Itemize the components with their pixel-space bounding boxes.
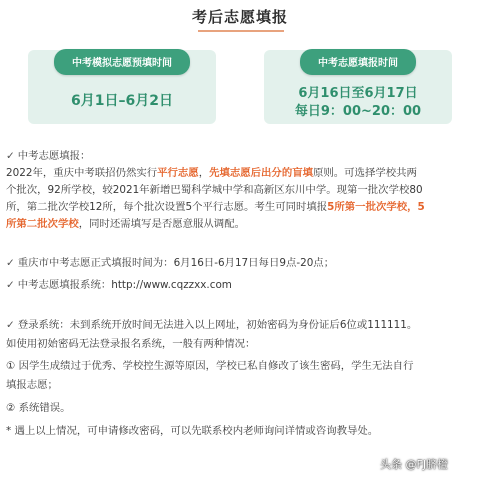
text-span: 所，第二批次学校12所，每个批次设置5个平行志愿。考生可同时填报 <box>6 201 328 213</box>
text-span: ， <box>198 167 210 179</box>
official-fill-time-label: 中考志愿填报时间 <box>300 49 416 75</box>
highlight-schools-2: 所第二批次学校 <box>6 218 79 230</box>
highlight-schools-1: 5所第一批次学校，5 <box>327 201 425 213</box>
section1-paragraph-line4 <box>6 216 474 233</box>
page-title: 考后志愿填报 <box>191 8 288 26</box>
note-line: * 遇上以上情况，可申请修改密码，可以先联系校内老师询问详情或咨询教导处。 <box>6 425 379 437</box>
case-2-line: ② 系统错误。 <box>6 402 71 414</box>
section1-paragraph-line1 <box>6 165 474 182</box>
official-time-text: 重庆市中考志愿正式填报时间为：6月16日-6月17日每日9点-20点； <box>17 257 335 269</box>
section1-heading: 中考志愿填报： <box>17 150 91 162</box>
text-span: 2022年，重庆中考联招仍然实行 <box>6 167 158 179</box>
login-issue-line: 如使用初始密码无法登录报名系统，一般有两种情况： <box>6 338 256 350</box>
check-icon: ✓ <box>6 279 15 291</box>
official-fill-time-card <box>264 50 452 124</box>
section1-paragraph-line2: 个批次，92所学校，较2021年新增巴蜀科学城中学和高新区东川中学。现第一批次学校80 <box>6 184 423 196</box>
official-time-line <box>6 255 474 272</box>
official-fill-hours: 每日9：00~20：00 <box>294 104 422 119</box>
section1-paragraph-line3 <box>6 199 474 216</box>
mock-fill-time-value: 6月1日–6月2日 <box>71 93 173 109</box>
highlight-blind-fill: 先填志愿后出分的盲填 <box>209 167 313 179</box>
title-underline <box>198 30 284 32</box>
highlight-parallel: 平行志愿 <box>157 167 199 179</box>
login-line <box>6 317 474 334</box>
watermark: 头条 @FJ脐橙 <box>380 458 449 471</box>
case-1-line1: ① 因学生成绩过于优秀、学校控生源等原因，学校已私自修改了该生密码，学生无法自行 <box>6 360 414 372</box>
check-icon: ✓ <box>6 257 15 269</box>
section1-heading-line <box>6 148 474 165</box>
login-text: 登录系统：未到系统开放时间无法进入以上网址，初始密码为身份证后6位或111111。 <box>17 319 418 331</box>
system-url-text[interactable]: 中考志愿填报系统：http://www.cqzzxx.com <box>17 279 232 291</box>
mock-fill-time-card <box>28 50 216 124</box>
official-fill-date: 6月16日至6月17日 <box>298 86 418 101</box>
check-icon: ✓ <box>6 150 15 162</box>
check-icon: ✓ <box>6 319 15 331</box>
mock-fill-time-label: 中考模拟志愿预填时间 <box>54 49 190 75</box>
text-span: ，同时还需填写是否愿意服从调配。 <box>78 218 245 230</box>
case-1-line2: 填报志愿； <box>6 379 58 391</box>
text-span: 原则。可选择学校共两 <box>313 167 417 179</box>
system-url-line <box>6 277 474 294</box>
